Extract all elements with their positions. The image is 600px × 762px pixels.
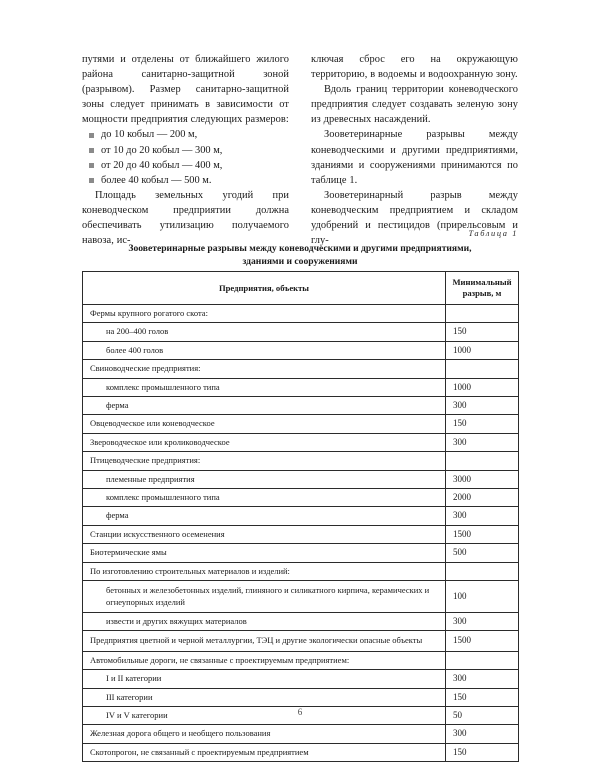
list-item — [82, 127, 289, 142]
row-value: 300 — [446, 507, 519, 525]
row-label: III категории — [83, 688, 446, 706]
table-row — [83, 341, 519, 359]
row-label: Станции искусственного осеменения — [83, 525, 446, 543]
row-label: Скотопрогон, не связанный с проектируемым предприятием — [83, 743, 446, 761]
row-label: I и II категории — [83, 670, 446, 688]
list-item — [82, 143, 289, 158]
row-label: Звероводческое или кролиководческое — [83, 433, 446, 451]
table-title: Зооветеринарные разрывы между коневодческими и другими предприятиями, зданиями и сооружениями — [128, 243, 472, 267]
row-label: Железная дорога общего и необщего пользования — [83, 725, 446, 743]
row-label: ферма — [83, 507, 446, 525]
table-header-row — [83, 272, 519, 305]
column-header-value: Минимальный разрыв, м — [446, 272, 519, 305]
table-row — [83, 452, 519, 470]
table-row — [83, 562, 519, 580]
row-value — [446, 562, 519, 580]
table-row — [83, 688, 519, 706]
row-label: комплекс промышленного типа — [83, 489, 446, 507]
paragraph-right-4: Зооветеринарный разрыв между коневодческим предприятием и складом удобрений и пестицидов (прирельсовым и глу- — [311, 189, 518, 247]
row-value — [446, 305, 519, 323]
row-value: 300 — [446, 670, 519, 688]
row-label: Биотермические ямы — [83, 544, 446, 562]
row-value — [446, 360, 519, 378]
row-value — [446, 651, 519, 669]
table-row — [83, 415, 519, 433]
row-label: племенные предприятия — [83, 470, 446, 488]
table-row — [83, 489, 519, 507]
row-value: 300 — [446, 725, 519, 743]
table-row — [83, 525, 519, 543]
table-row — [83, 612, 519, 630]
row-value: 150 — [446, 415, 519, 433]
row-label: Предприятия цветной и черной металлургии, ТЭЦ и другие экологически опасные объекты — [83, 631, 446, 651]
row-label: Птицеводческие предприятия: — [83, 452, 446, 470]
row-value — [446, 452, 519, 470]
row-label: ферма — [83, 397, 446, 415]
row-label: комплекс промышленного типа — [83, 378, 446, 396]
row-label: более 400 голов — [83, 341, 446, 359]
table-row — [83, 670, 519, 688]
row-value: 500 — [446, 544, 519, 562]
table-row — [83, 725, 519, 743]
list-item-label: от 20 до 40 кобыл — 400 м, — [101, 159, 223, 171]
row-value: 1000 — [446, 341, 519, 359]
square-bullet-icon — [89, 178, 94, 183]
right-text-column — [311, 52, 518, 248]
list-item-label: до 10 кобыл — 200 м, — [101, 129, 198, 141]
capacity-bullet-list — [82, 127, 289, 187]
list-item — [82, 158, 289, 173]
left-text-column — [82, 52, 289, 248]
row-label: на 200–400 голов — [83, 323, 446, 341]
row-value: 300 — [446, 433, 519, 451]
table-row — [83, 581, 519, 613]
row-value: 1500 — [446, 525, 519, 543]
zooveterinary-gaps-table — [82, 271, 519, 762]
table-row — [83, 323, 519, 341]
square-bullet-icon — [89, 163, 94, 168]
table-row — [83, 378, 519, 396]
paragraph-right-1: ключая сброс его на окружающую территорию, в водоемы и водоохранную зону. — [311, 54, 518, 81]
list-item-label: более 40 кобыл — 500 м. — [101, 174, 212, 186]
row-value: 2000 — [446, 489, 519, 507]
paragraph-right-2: Вдоль границ территории коневодческого предприятия следует создавать зеленую зону из древесных насаждений. — [311, 84, 518, 126]
row-value: 3000 — [446, 470, 519, 488]
paragraph-left-1: путями и отделены от ближайшего жилого района санитарно-защитной зоной (разрывом). Размер санитарно-защитной зоны следует принимать в зависимости от мощности предприятия следующих размеров: — [82, 54, 289, 126]
paragraph-right-3: Зооветеринарные разрывы между коневодческими и другими предприятиями, зданиями и сооружениями принимаются по таблице 1. — [311, 129, 518, 186]
row-value: 50 — [446, 706, 519, 724]
table-row — [83, 651, 519, 669]
body-text-columns — [82, 52, 518, 248]
table-row — [83, 433, 519, 451]
table-row — [83, 631, 519, 651]
row-value: 150 — [446, 323, 519, 341]
list-item — [82, 173, 289, 188]
table-number-label: Таблица 1 — [468, 229, 518, 238]
row-value: 150 — [446, 743, 519, 761]
table-body — [83, 305, 519, 762]
row-label: IV и V категории — [83, 706, 446, 724]
row-value: 300 — [446, 397, 519, 415]
list-item-label: от 10 до 20 кобыл — 300 м, — [101, 144, 223, 156]
row-value: 1000 — [446, 378, 519, 396]
table-row — [83, 544, 519, 562]
page-number: 6 — [297, 707, 303, 717]
table-row — [83, 305, 519, 323]
row-label: извести и других вяжущих материалов — [83, 612, 446, 630]
row-label: Свиноводческие предприятия: — [83, 360, 446, 378]
row-label: Овцеводческое или коневодческое — [83, 415, 446, 433]
row-label: Автомобильные дороги, не связанные с проектируемым предприятием: — [83, 651, 446, 669]
row-value: 150 — [446, 688, 519, 706]
table-row — [83, 470, 519, 488]
row-value: 1500 — [446, 631, 519, 651]
row-label: Фермы крупного рогатого скота: — [83, 305, 446, 323]
table-row — [83, 360, 519, 378]
paragraph-left-2: Площадь земельных угодий при коневодческом предприятии должна обеспечивать утилизацию получаемого навоза, ис- — [82, 189, 289, 247]
row-value: 100 — [446, 581, 519, 613]
column-header-name: Предприятия, объекты — [83, 272, 446, 305]
row-label: По изготовлению строительных материалов и изделий: — [83, 562, 446, 580]
square-bullet-icon — [89, 133, 94, 138]
row-label: бетонных и железобетонных изделий, глиняного и силикатного кирпича, керамических и огнеупорных изделий — [83, 581, 446, 613]
row-value: 300 — [446, 612, 519, 630]
table-row — [83, 397, 519, 415]
square-bullet-icon — [89, 148, 94, 153]
table-row — [83, 743, 519, 761]
table-row — [83, 507, 519, 525]
table-header — [83, 272, 519, 305]
